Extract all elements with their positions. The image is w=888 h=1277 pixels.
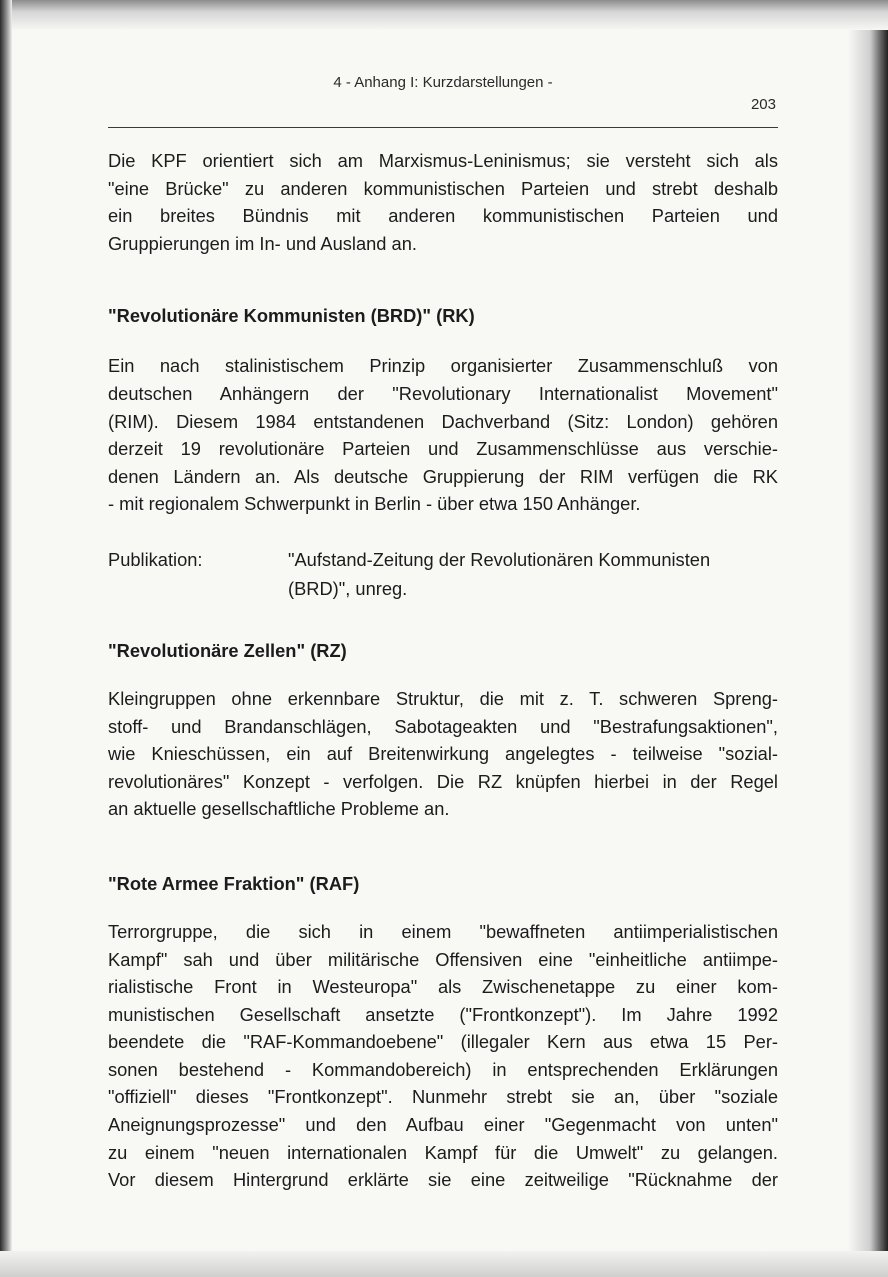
- rz-paragraph: [108, 685, 778, 823]
- text-line: denen Ländern an. Als deutsche Gruppierung der RIM verfügen die RK: [108, 465, 778, 487]
- scan-bottom-edge: [0, 1251, 888, 1277]
- scan-top-edge: [0, 0, 888, 30]
- scan-left-edge: [0, 0, 12, 1277]
- section-heading-rk: "Revolutionäre Kommunisten (BRD)" (RK): [108, 305, 475, 327]
- text-line: rialistische Front in Westeuropa" als Zwischenetappe zu einer kom-: [108, 976, 778, 998]
- text-line: Kampf" sah und über militärische Offensiven eine "einheitliche antiimpe-: [108, 948, 778, 970]
- text-line: beendete die "RAF-Kommandoebene" (illegaler Kern aus etwa 15 Per-: [108, 1031, 778, 1053]
- text-line: Die KPF orientiert sich am Marxismus-Leninismus; sie versteht sich als: [108, 150, 778, 171]
- section-heading-raf: "Rote Armee Fraktion" (RAF): [108, 872, 360, 894]
- text-line: derzeit 19 revolutionäre Parteien und Zusammenschlüsse aus verschie-: [108, 438, 778, 460]
- rk-paragraph: [108, 352, 778, 518]
- text-line: wie Knieschüssen, ein auf Breitenwirkung angelegtes - teilweise "sozial-: [108, 743, 778, 765]
- scan-right-edge: [848, 30, 888, 1277]
- text-line: stoff- und Brandanschlägen, Sabotageakten und "Bestrafungsaktionen",: [108, 715, 778, 737]
- publication-label: Publikation:: [108, 548, 203, 570]
- text-line: ein breites Bündnis mit anderen kommunistischen Parteien und: [108, 205, 778, 227]
- section-heading-rz: "Revolutionäre Zellen" (RZ): [108, 639, 347, 661]
- text-line: deutschen Anhängern der "Revolutionary Internationalist Movement": [108, 382, 778, 404]
- text-line: revolutionäres" Konzept - verfolgen. Die RZ knüpfen hierbei in der Regel: [108, 770, 778, 792]
- text-line: "eine Brücke" zu anderen kommunistischen Parteien und strebt deshalb: [108, 177, 778, 199]
- text-line: sonen bestehend - Kommandobereich) in entsprechenden Erklärungen: [108, 1058, 778, 1080]
- text-line: Kleingruppen ohne erkennbare Struktur, die mit z. T. schweren Spreng-: [108, 687, 778, 709]
- text-line: "Aufstand-Zeitung der Revolutionären Kommunisten: [288, 548, 711, 570]
- text-line: zu einem "neuen internationalen Kampf für die Umwelt" zu gelangen.: [108, 1141, 778, 1163]
- text-line: "offiziell" dieses "Frontkonzept". Nunmehr strebt sie an, über "soziale: [108, 1086, 778, 1108]
- text-line: an aktuelle gesellschaftliche Probleme an.: [108, 798, 450, 820]
- text-line: Ein nach stalinistischem Prinzip organisierter Zusammenschluß von: [108, 355, 778, 377]
- text-line: (RIM). Diesem 1984 entstandenen Dachverband (Sitz: London) gehören: [108, 410, 778, 432]
- text-line: Terrorgruppe, die sich in einem "bewaffneten antiimperialistischen: [108, 920, 778, 942]
- text-line: (BRD)", unreg.: [288, 577, 408, 599]
- raf-paragraph: [108, 918, 778, 1194]
- intro-paragraph: [108, 147, 778, 257]
- publication-entry: [108, 545, 778, 603]
- text-line: Aneignungsprozesse" und den Aufbau einer "Gegenmacht von unten": [108, 1114, 778, 1136]
- text-line: munistischen Gesellschaft ansetzte ("Frontkonzept"). Im Jahre 1992: [108, 1003, 778, 1025]
- text-line: Vor diesem Hintergrund erklärte sie eine zeitweilige "Rücknahme der: [108, 1169, 778, 1191]
- text-line: Gruppierungen im In- und Ausland an.: [108, 232, 417, 254]
- text-line: - mit regionalem Schwerpunkt in Berlin - über etwa 150 Anhänger.: [108, 493, 641, 515]
- page-body: [108, 147, 778, 1194]
- header-rule: [108, 127, 778, 128]
- publication-title: [288, 545, 778, 603]
- page-number: 203: [750, 96, 776, 113]
- running-title: 4 - Anhang I: Kurzdarstellungen -: [333, 74, 553, 91]
